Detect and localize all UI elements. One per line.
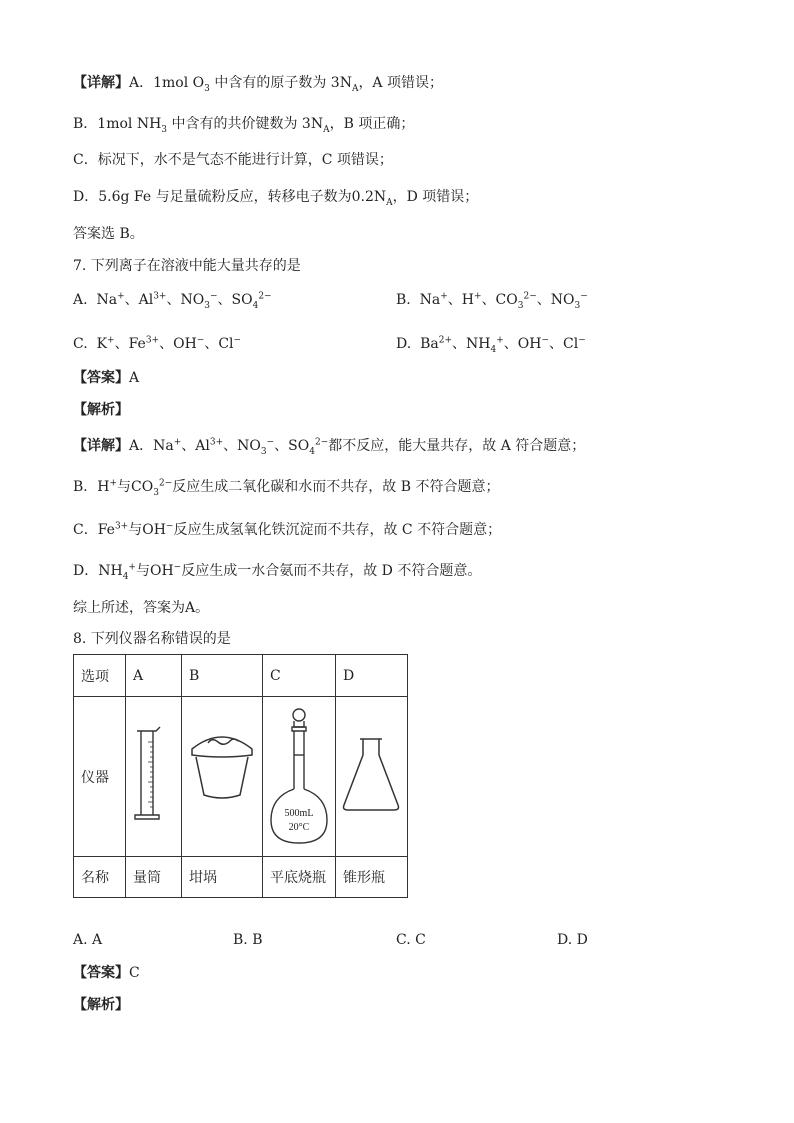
q8-stem: 8. 下列仪器名称错误的是: [73, 631, 231, 647]
instrument-name: 平底烧瓶: [263, 857, 336, 898]
q7-stem: 7. 下列离子在溶液中能大量共存的是: [73, 258, 301, 274]
instrument-cell-a: [126, 697, 182, 857]
q7-detail-c: C．$Fe^{3+}$与OH−反应生成氢氧化铁沉淀而不共存，故 C 不符合题意；: [73, 521, 502, 538]
q7-summary: 综上所述，答案为A。: [73, 600, 210, 616]
flask-volume-label: 500mL: [284, 808, 314, 819]
q6-detail-b: B．1mol $NH_3$ 中含有的共价键数为 $3N_A$，B 项正确；: [73, 116, 415, 135]
volumetric-flask-icon: [263, 697, 335, 852]
q7-detail-a: 【详解】A．Na+、$Al^{3+}$、$NO_3^-$、$SO_4^{2-}$都不反应，能大量共存，故 A 符合题意；: [73, 437, 586, 457]
flask-temp-label: 20°C: [288, 822, 310, 833]
instrument-name: 锥形瓶: [336, 857, 408, 898]
table-header-cell: B: [182, 655, 263, 697]
instrument-cell-d: [336, 697, 408, 857]
table-header-cell: D: [336, 655, 408, 697]
table-name-row: [74, 857, 408, 898]
q6-answer: 答案选 B。: [73, 226, 144, 242]
q7-detail-b: B．H+与$CO_3^{2-}$反应生成二氧化碳和水而不共存，故 B 不符合题意；: [73, 478, 500, 498]
crucible-icon: [182, 697, 262, 852]
q7-analysis-label: 【解析】: [73, 402, 129, 418]
instrument-table: [73, 654, 408, 898]
q8-answer: 【答案】C: [73, 965, 140, 981]
q7-answer: 【答案】A: [73, 370, 140, 386]
q7-detail-d: D．$NH_4^+$与OH−反应生成一水合氨而不共存，故 D 不符合题意。: [73, 562, 482, 582]
name-row-label: 名称: [74, 857, 126, 898]
q8-option-a: A. A: [73, 932, 103, 948]
instrument-name: 量筒: [126, 857, 182, 898]
table-header-cell: A: [126, 655, 182, 697]
conical-flask-icon: [336, 697, 407, 852]
table-header-cell: C: [263, 655, 336, 697]
q6-detail-label: 【详解】: [73, 75, 129, 91]
q7-options-row2: [73, 333, 693, 355]
instrument-row-label: 仪器: [74, 697, 126, 857]
q7-option-d: D. $Ba^{2+}$、$NH_4^+$、OH−、Cl−: [396, 335, 586, 355]
table-header-row: [74, 655, 408, 697]
q6-detail-c: C．标况下，水不是气态不能进行计算，C 项错误；: [73, 152, 393, 168]
q6-detail-a: 【详解】A．1mol $O_3$ 中含有的原子数为 $3N_A$，A 项错误；: [73, 75, 443, 94]
q6-detail-d: D．5.6g Fe 与足量硫粉反应，转移电子数为$0.2N_A$，D 项错误；: [73, 189, 479, 208]
table-instrument-row: [74, 697, 408, 857]
q7-option-b: B. Na+、H+、$CO_3^{2-}$、$NO_3^-$: [396, 291, 588, 311]
table-header-cell: 选项: [74, 655, 126, 697]
instrument-cell-c: [263, 697, 336, 857]
graduated-cylinder-icon: [126, 697, 181, 852]
q8-analysis-label: 【解析】: [73, 997, 129, 1013]
q7-option-c: C. K+、$Fe^{3+}$、OH−、Cl−: [73, 335, 242, 352]
q8-option-c: C. C: [396, 932, 426, 948]
q7-option-a: A. Na+、$Al^{3+}$、$NO_3^-$、$SO_4^{2-}$: [73, 291, 272, 311]
q8-option-b: B. B: [233, 932, 263, 948]
q8-option-d: D. D: [557, 932, 588, 948]
instrument-name: 坩埚: [182, 857, 263, 898]
instrument-cell-b: [182, 697, 263, 857]
q7-options-row1: [73, 289, 693, 311]
